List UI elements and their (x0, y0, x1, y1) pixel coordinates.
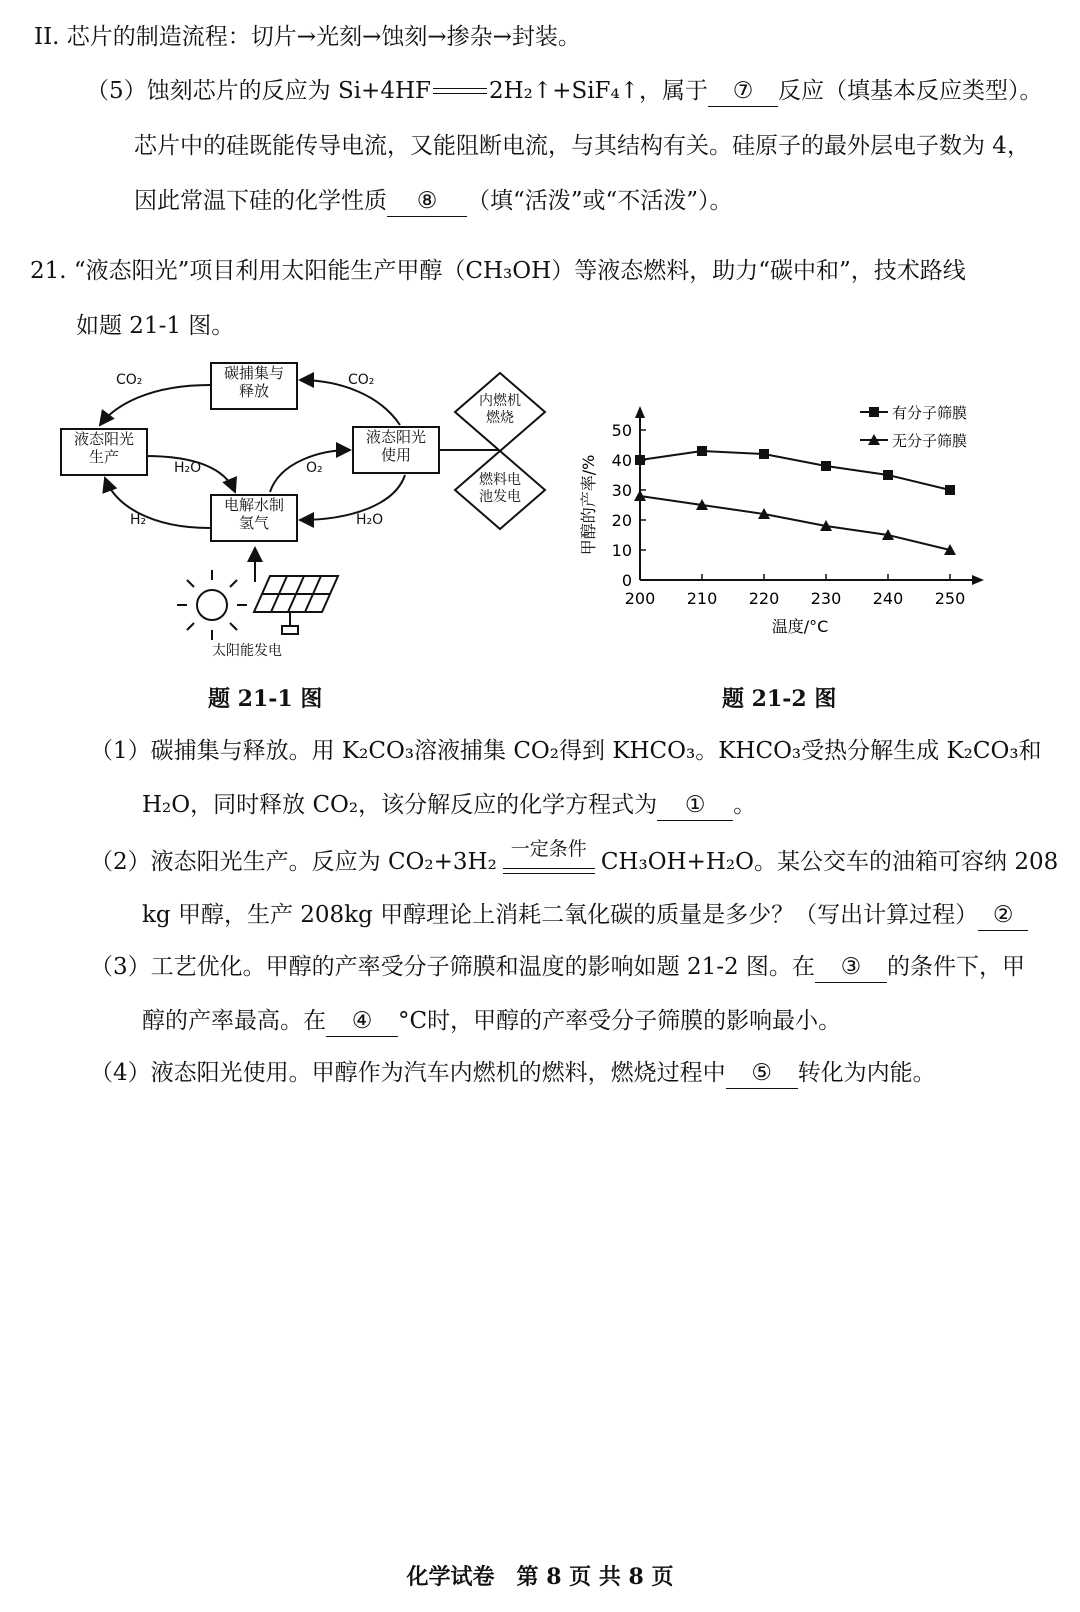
q5-text-a: （5）蚀刻芯片的反应为 Si+4HF (86, 78, 431, 104)
answer-blank-8[interactable]: ⑧ (387, 186, 467, 217)
q21-1-line1: （1）碳捕集与释放。用 K₂CO₃溶液捕集 CO₂得到 KHCO₃。KHCO₃受热分解生成 K₂CO₃和 (90, 738, 1042, 764)
chart-caption: 题 21-2 图 (722, 686, 837, 712)
x-tick-label: 230 (810, 589, 842, 608)
solar-panel-icon (254, 576, 338, 634)
y-tick-label: 30 (611, 481, 632, 500)
co2-right-label: CO₂ (348, 372, 375, 388)
x-tick-label: 210 (686, 589, 718, 608)
liquid-sunshine-use-box: 液态阳光 使用 (352, 426, 440, 474)
diagram-caption: 题 21-1 图 (208, 686, 323, 712)
q21-1-line2 (142, 790, 756, 821)
h2o-mid-label: H₂O (174, 460, 202, 476)
electrolysis-box: 电解水制 氢气 (210, 494, 298, 542)
methanol-yield-chart (560, 395, 1030, 655)
y-axis-arrow-icon (635, 406, 645, 418)
y-tick-label: 10 (611, 541, 632, 560)
data-point-square (635, 455, 645, 465)
q21-3-text-c: 醇的产率最高。在 (142, 1008, 326, 1034)
q21-2-text-c: kg 甲醇，生产 208kg 甲醇理论上消耗二氧化碳的质量是多少？（写出计算过程） (142, 902, 979, 928)
capture-release-box: 碳捕集与 释放 (210, 362, 298, 410)
q21-4-text-a: （4）液态阳光使用。甲醇作为汽车内燃机的燃料，燃烧过程中 (90, 1060, 726, 1086)
q21-1-end: 。 (733, 792, 757, 818)
q21-3-text-a: （3）工艺优化。甲醇的产率受分子筛膜和温度的影响如题 21-2 图。在 (90, 954, 815, 980)
h2o-bottom-label: H₂O (356, 512, 384, 528)
q21-2-text-a: （2）液态阳光生产。反应为 CO₂+3H₂ (90, 849, 497, 875)
h2-label: H₂ (130, 512, 147, 528)
condition-arrow (503, 838, 595, 880)
data-point-square (883, 470, 893, 480)
condition-text: 一定条件 (510, 838, 587, 860)
q5-text-b: 2H₂↑+SiF₄↑，属于 (488, 78, 709, 104)
answer-blank-7[interactable]: ⑦ (708, 76, 778, 107)
legend-label-2: 无分子筛膜 (892, 432, 968, 450)
data-point-square (945, 485, 955, 495)
answer-blank-2[interactable]: ② (978, 900, 1028, 931)
section-ii-heading: II. 芯片的制造流程：切片→光刻→蚀刻→掺杂→封装。 (34, 24, 581, 50)
page-footer: 化学试卷 第 8 页 共 8 页 (406, 1564, 674, 1590)
co2-left-label: CO₂ (116, 372, 143, 388)
x-tick-label: 220 (748, 589, 780, 608)
q21-4-line (90, 1058, 936, 1089)
o2-label: O₂ (306, 460, 323, 476)
solar-power-label: 太阳能发电 (212, 643, 282, 659)
q5-line2: 芯片中的硅既能传导电流，又能阻断电流，与其结构有关。硅原子的最外层电子数为 4， (134, 133, 1030, 159)
legend-marker-square (869, 407, 879, 417)
q21-4-text-b: 转化为内能。 (797, 1060, 936, 1086)
answer-blank-3[interactable]: ③ (815, 952, 887, 983)
data-point-square (821, 461, 831, 471)
q5-line3-a: 因此常温下硅的化学性质 (134, 188, 387, 214)
answer-blank-4[interactable]: ④ (326, 1006, 398, 1037)
y-tick-label: 20 (611, 511, 632, 530)
data-point-square (697, 446, 707, 456)
q21-2-line1 (90, 838, 1059, 880)
y-tick-label: 50 (611, 421, 632, 440)
legend-label-1: 有分子筛膜 (892, 404, 968, 422)
q21-intro-line2: 如题 21-1 图。 (76, 313, 235, 339)
x-axis-arrow-icon (972, 575, 984, 585)
x-tick-label: 200 (624, 589, 656, 608)
x-tick-label: 240 (872, 589, 904, 608)
x-tick-label: 250 (934, 589, 966, 608)
answer-blank-1[interactable]: ① (657, 790, 733, 821)
liquid-sunshine-produce-box: 液态阳光 生产 (60, 428, 148, 476)
q21-3-text-b: 的条件下，甲 (886, 954, 1025, 980)
q21-3-text-d: °C时，甲醇的产率受分子筛膜的影响最小。 (398, 1008, 842, 1034)
data-point-square (759, 449, 769, 459)
data-point-triangle (634, 490, 646, 501)
y-axis-title: 甲醇的产率/% (579, 454, 598, 556)
engine-label: 内燃机 燃烧 (479, 393, 521, 426)
q21-3-line1 (90, 952, 1025, 983)
q21-2-line2 (142, 900, 1028, 931)
y-tick-label: 40 (611, 451, 632, 470)
q21-intro-line1: 21. “液态阳光”项目利用太阳能生产甲醇（CH₃OH）等液态燃料，助力“碳中和”，技术路线 (30, 258, 966, 284)
q21-1-text: H₂O，同时释放 CO₂，该分解反应的化学方程式为 (142, 792, 658, 818)
series-line-1 (640, 451, 950, 490)
answer-blank-5[interactable]: ⑤ (726, 1058, 798, 1089)
q5-text-c: 反应（填基本反应类型）。 (778, 78, 1043, 104)
q21-3-line2 (142, 1006, 841, 1037)
y-tick-label: 0 (621, 571, 632, 590)
fuelcell-label: 燃料电 池发电 (479, 472, 521, 505)
series-line-2 (640, 496, 950, 550)
sun-icon (177, 570, 247, 640)
q21-2-text-b: CH₃OH+H₂O。某公交车的油箱可容纳 208 (600, 849, 1059, 875)
q5-line3-b: （填“活泼”或“不活泼”）。 (467, 188, 733, 214)
x-axis-title: 温度/°C (771, 617, 829, 636)
